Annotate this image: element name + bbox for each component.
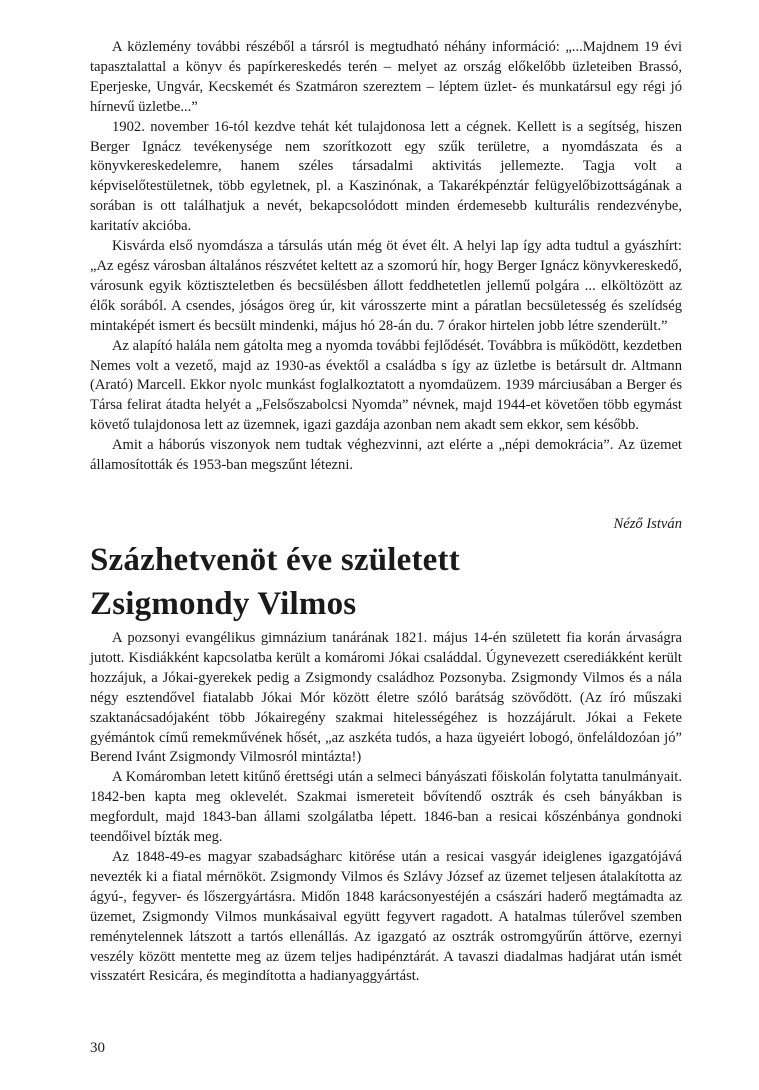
paragraph: Az 1848-49-es magyar szabadságharc kitörése után a resicai vasgyár ideiglenes igazgatójává nevezték ki a fiatal mérnököt. Zsigmondy Vilmos és Szlávy József az üzemet teljesen átalakította az ágyú-, fegyver- és lőszergyártásra. Midőn 1848 karácsonyestéjén a császári haderő megtámadta az üzemet, Zsigmondy Vilmos munkásaival együtt fegyvert ragadott. A hatalmas túlerővel szemben reménytelennek látszott a tartós ellenállás. Az igazgató az osztrák ostromgyűrűn áttörve, ezernyi veszély között mentette meg az üzem teljes hadipénztárát. A tavaszi diadalmas hadjárat után ismét visszatért Resicára, és megindította a hadianyaggyártást. bbox=[90, 848, 682, 985]
article-title-line: Százhetvenöt éve született bbox=[90, 542, 460, 578]
paragraph: A Komáromban letett kitűnő érettségi után a selmeci bányászati főiskolán folytatta tanulmányait. 1842-ben kapta meg oklevelét. Szakmai ismereteit bővítendő osztrák és cseh bányákban is megfordult, majd 1843-ban állami szolgálatba lépett. 1846-ban a resicai kőszénbánya gondnoki teendőivel bízták meg. bbox=[90, 769, 682, 846]
paragraph: 1902. november 16-tól kezdve tehát két tulajdonosa lett a cégnek. Kellett is a segítség, hiszen Berger Ignácz tevékenysége nem szorítkozott egy szűk területre, a nyomdászata és a könyvkereskedelemre, hanem széles társadalmi aktivitás jellemezte. Tagja volt a képviselőtestületnek, több egyletnek, pl. a Kaszinónak, a Takarékpénztár felügyelőbizottságának a sorában is ott találhatjuk a nevét, bekapcsolódott minden érdemesebb kulturális rendezvénybe, karitatív akcióba. bbox=[90, 118, 682, 235]
paragraph: A közlemény további részéből a társról is megtudható néhány információ: „...Majdnem 19 évi tapasztalattal a könyv és papírkereskedés terén – melyet az ország előkelőbb üzleteiben Brassó, Eperjeske, Ungvár, Kecskemét és Szatmáron szereztem – léptem üzlet- és munkatársul egy régi jó hírnevű üzletbe...” bbox=[90, 39, 682, 115]
author-signature: Néző István bbox=[613, 516, 682, 532]
article-title-line: Zsigmondy Vilmos bbox=[90, 586, 357, 622]
page-number: 30 bbox=[90, 1040, 105, 1056]
article-body bbox=[90, 629, 682, 987]
paragraph: Kisvárda első nyomdásza a társulás után még öt évet élt. A helyi lap így adta tudtul a gyászhírt: „Az egész városban általános részvétet keltett az a szomorú hír, hogy Berger Ignácz könyvkereskedő, városunk egyik köztiszteletben és becsülésben állott feddhetetlen jellemű polgára ... elköltözött az élők sorából. A csendes, jóságos öreg úr, kit városszerte mint a páratlan becsületesség és szelídség mintaképét ismert és becsült mindenki, május hó 28-án du. 7 órakor hirtelen jobb létre szenderült.” bbox=[90, 238, 682, 334]
article-continuation bbox=[90, 38, 682, 476]
paragraph: Az alapító halála nem gátolta meg a nyomda további fejlődését. Továbbra is működött, kezdetben Nemes volt a vezető, majd az 1930-as évektől a családba s így az üzletbe is betársult dr. Altmann (Arató) Marcell. Ekkor nyolc munkást foglalkoztatott a nyomdaüzem. 1939 márciusában a Berger és Társa felirat átadta helyét a „Felsőszabolcsi Nyomda” névnek, majd 1944-et követően több egymást követő tulajdonosa lett az üzemnek, igazi gazdája azonban nem akadt sem ekkor, sem később. bbox=[90, 337, 682, 434]
paragraph: Amit a háborús viszonyok nem tudtak véghezvinni, azt elérte a „népi demokrácia”. Az üzemet államosították és 1953-ban megszűnt létezni. bbox=[90, 437, 682, 474]
paragraph: A pozsonyi evangélikus gimnázium tanárának 1821. május 14-én született fia korán árvaságra jutott. Kisdiákként kapcsolatba került a komáromi Jókai családdal. Úgynevezett cserediákként került hozzájuk, a Jókai-gyerekek pedig a Zsigmondy családhoz Pozsonyba. Zsigmondy Vilmos és a nála négy esztendővel fiatalabb Jókai Mór között életre szóló barátság szövődött. (Az író műszaki szaktanácsadójaként több Jókairegény szakmai hitelességéhez is hozzájárult. Jókai a Fekete gyémántok című remekművének hősét, „az aszkéta tudós, a haza ügyeiért lobogó, önfeláldozóan jó” Berend Ivánt Zsigmondy Vilmosról mintázta!) bbox=[90, 630, 682, 766]
article-title bbox=[90, 538, 682, 626]
